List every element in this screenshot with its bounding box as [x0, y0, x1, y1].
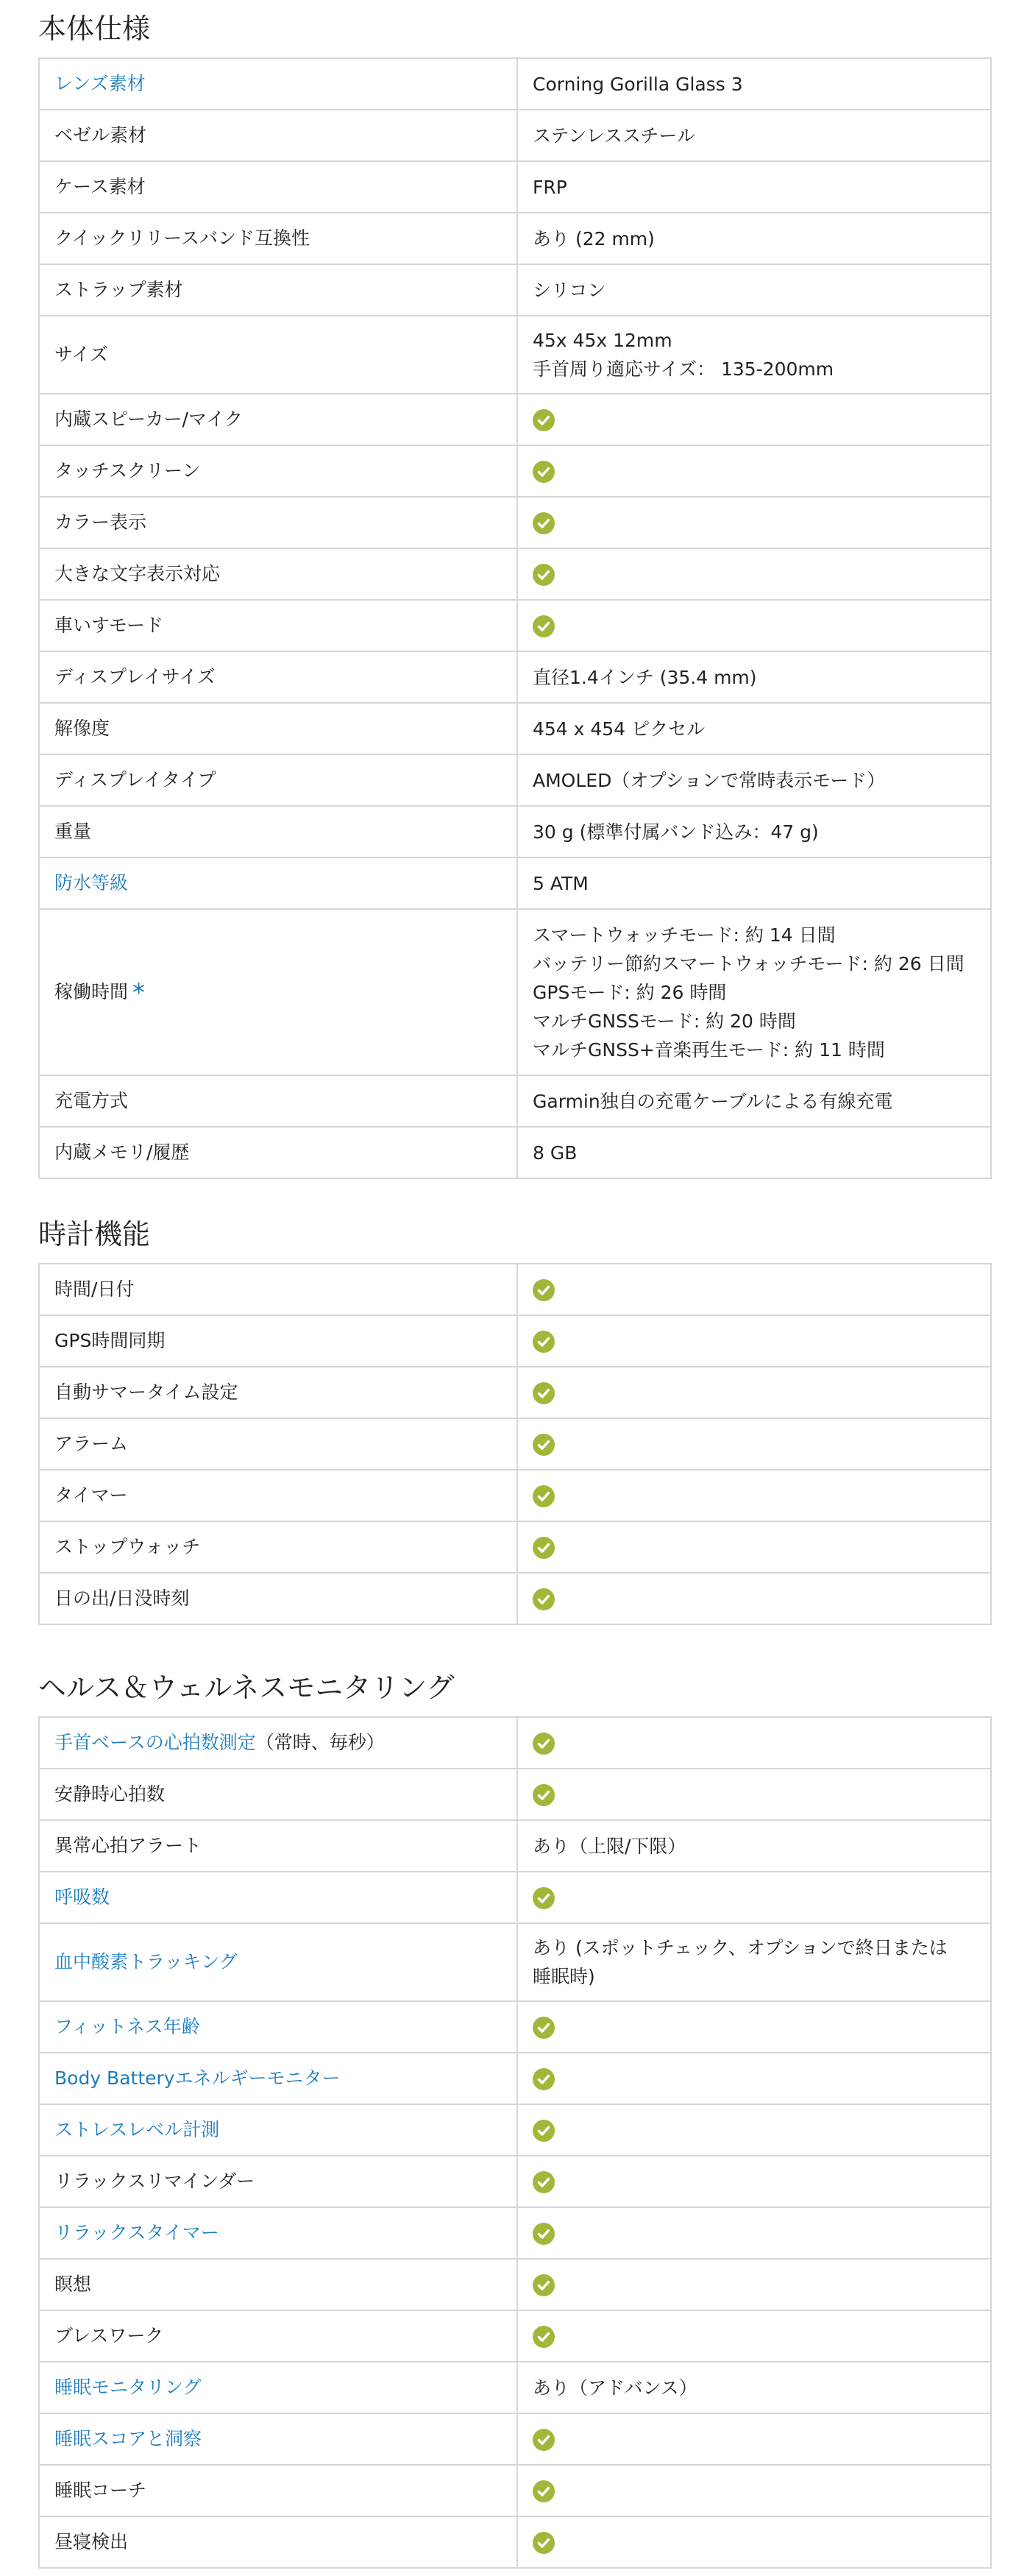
spec-value-cell — [517, 161, 991, 213]
spec-value: マルチGNSSモード: 約 20 時間 — [533, 1010, 796, 1032]
spec-label: 稼働時間 — [54, 980, 129, 1002]
spec-row — [39, 2310, 991, 2362]
spec-label-cell — [39, 445, 517, 497]
spec-value-cell — [517, 2001, 991, 2053]
spec-row — [39, 1573, 991, 1624]
spec-value-cell — [517, 1923, 991, 2001]
spec-value-cell — [517, 2516, 991, 2568]
spec-label-cell — [39, 1769, 517, 1820]
spec-row — [39, 2465, 991, 2516]
checkmark-icon — [533, 1382, 555, 1404]
spec-row — [39, 213, 991, 264]
spec-value-cell — [517, 110, 991, 161]
checkmark-icon — [533, 564, 555, 586]
spec-label: ストップウォッチ — [54, 1536, 201, 1557]
spec-row — [39, 2207, 991, 2259]
spec-value: Garmin独自の充電ケーブルによる有線充電 — [533, 1090, 893, 1112]
spec-value-cell — [517, 58, 991, 110]
spec-label-suffix: （常時、毎秒） — [255, 1732, 385, 1753]
spec-label: 時間/日付 — [54, 1278, 135, 1300]
spec-value: あり (22 mm) — [533, 227, 655, 250]
checkmark-icon — [533, 1733, 555, 1755]
spec-label: 車いすモード — [54, 615, 164, 636]
section-title: ヘルス＆ウェルネスモニタリング — [38, 1671, 455, 1704]
checkmark-icon — [533, 1331, 555, 1353]
spec-value-cell — [517, 316, 991, 394]
spec-value-cell — [517, 651, 991, 703]
spec-row — [39, 600, 991, 651]
spec-label-cell — [39, 1315, 517, 1367]
checkmark-icon — [533, 2068, 555, 2090]
checkmark-icon — [533, 1588, 555, 1610]
checkmark-icon — [533, 2017, 555, 2039]
spec-value-cell — [517, 2207, 991, 2259]
checkmark-icon — [533, 1784, 555, 1806]
spec-value: 8 GB — [533, 1142, 578, 1164]
spec-table — [38, 1263, 992, 1625]
spec-label: リラックスリマインダー — [54, 2170, 255, 2192]
spec-value: 手首周り適応サイズ： 135-200mm — [533, 358, 834, 380]
spec-value-cell — [517, 857, 991, 909]
spec-label: ベゼル素材 — [54, 124, 147, 146]
spec-value-cell — [517, 909, 991, 1075]
footnote-asterisk-link[interactable]: * — [132, 977, 146, 1008]
spec-label-link[interactable]: 睡眠スコアと洞察 — [54, 2428, 202, 2449]
spec-value-cell — [517, 1769, 991, 1820]
checkmark-icon — [533, 1887, 555, 1909]
spec-row — [39, 394, 991, 445]
section-spacer — [38, 1625, 992, 1659]
spec-label-cell — [39, 1717, 517, 1769]
spec-value-cell — [517, 2310, 991, 2362]
spec-label: 充電方式 — [54, 1090, 129, 1111]
checkmark-icon — [533, 1434, 555, 1456]
spec-label: GPS時間同期 — [54, 1330, 166, 1351]
spec-label: 日の出/日没時刻 — [54, 1588, 190, 1609]
spec-value: スマートウォッチモード: 約 14 日間 — [533, 924, 836, 946]
spec-value: ステンレススチール — [533, 124, 695, 146]
spec-label: 安静時心拍数 — [54, 1783, 166, 1805]
spec-value: 454 x 454 ピクセル — [533, 718, 706, 740]
spec-label-cell — [39, 2001, 517, 2053]
spec-row — [39, 58, 991, 110]
spec-row — [39, 1075, 991, 1127]
spec-value-cell — [517, 213, 991, 264]
spec-label-cell — [39, 58, 517, 110]
spec-value: FRP — [533, 176, 567, 198]
spec-value-cell — [517, 600, 991, 651]
spec-label-cell — [39, 497, 517, 548]
spec-value-cell — [517, 2053, 991, 2104]
spec-label: サイズ — [54, 344, 109, 365]
spec-value-cell — [517, 1418, 991, 1470]
spec-label: アラーム — [54, 1433, 129, 1454]
spec-value-cell — [517, 1470, 991, 1521]
spec-value-cell — [517, 1264, 991, 1315]
spec-label-cell — [39, 2156, 517, 2207]
checkmark-icon — [533, 409, 555, 431]
spec-label: 異常心拍アラート — [54, 1835, 202, 1856]
checkmark-icon — [533, 2120, 555, 2142]
spec-label: 内蔵スピーカー/マイク — [54, 408, 243, 430]
spec-label-cell — [39, 548, 517, 600]
spec-row — [39, 161, 991, 213]
spec-label: ケース素材 — [54, 176, 146, 197]
spec-label-link[interactable]: 睡眠モニタリング — [54, 2377, 202, 2398]
spec-value-cell — [517, 806, 991, 857]
spec-label-cell — [39, 1820, 517, 1872]
checkmark-icon — [533, 1537, 555, 1559]
spec-label: 自動サマータイム設定 — [54, 1381, 238, 1403]
spec-label: ディスプレイサイズ — [54, 666, 216, 687]
spec-row — [39, 1769, 991, 1820]
spec-value-cell — [517, 1075, 991, 1127]
spec-label-link[interactable]: ストレスレベル計測 — [54, 2119, 220, 2140]
spec-label-cell — [39, 1923, 517, 2001]
section-spacer — [38, 1179, 992, 1206]
spec-label-link[interactable]: レンズ素材 — [54, 73, 146, 94]
spec-row — [39, 2053, 991, 2104]
spec-row — [39, 445, 991, 497]
spec-value: Corning Gorilla Glass 3 — [533, 73, 743, 95]
spec-row — [39, 2259, 991, 2310]
spec-label-cell — [39, 909, 517, 1075]
spec-value-cell — [517, 1872, 991, 1923]
spec-value: あり（アドバンス） — [533, 2377, 697, 2399]
spec-row — [39, 497, 991, 548]
spec-label: 瞑想 — [54, 2274, 92, 2295]
section-title: 時計機能 — [38, 1218, 151, 1250]
spec-value-cell — [517, 2104, 991, 2156]
spec-value-cell — [517, 548, 991, 600]
spec-row — [39, 1521, 991, 1573]
spec-label: タイマー — [54, 1485, 128, 1506]
checkmark-icon — [533, 2532, 555, 2554]
spec-label-cell — [39, 110, 517, 161]
spec-label-link[interactable]: フィットネス年齢 — [54, 2016, 200, 2037]
spec-label-cell — [39, 1470, 517, 1521]
section-title: 本体仕様 — [38, 13, 151, 45]
spec-value-cell — [517, 1573, 991, 1624]
spec-value-cell — [517, 2465, 991, 2516]
spec-label-link[interactable]: 手首ベースの心拍数測定 — [54, 1732, 256, 1753]
checkmark-icon — [533, 2326, 555, 2348]
spec-value-cell — [517, 1367, 991, 1418]
spec-label-cell — [39, 754, 517, 806]
spec-value: あり（上限/下限） — [533, 1835, 686, 1857]
spec-label-cell — [39, 1127, 517, 1178]
spec-label-cell — [39, 1075, 517, 1127]
spec-value: マルチGNSS+音楽再生モード: 約 11 時間 — [533, 1038, 885, 1061]
spec-label: ストラップ素材 — [54, 279, 183, 300]
spec-value: あり (スポットチェック、オプションで終日または — [533, 1937, 948, 1958]
spec-row — [39, 909, 991, 1075]
spec-value-cell — [517, 2156, 991, 2207]
spec-value-cell — [517, 497, 991, 548]
spec-label-cell — [39, 1521, 517, 1573]
checkmark-icon — [533, 615, 555, 637]
spec-label-cell — [39, 1264, 517, 1315]
spec-label-cell — [39, 2362, 517, 2413]
spec-row — [39, 754, 991, 806]
spec-row — [39, 2104, 991, 2156]
spec-row — [39, 1315, 991, 1367]
spec-label-cell — [39, 316, 517, 394]
spec-label-cell — [39, 394, 517, 445]
spec-label-cell — [39, 1573, 517, 1624]
spec-label: タッチスクリーン — [54, 460, 201, 481]
spec-value-cell — [517, 754, 991, 806]
spec-label-cell — [39, 1418, 517, 1470]
spec-label-cell — [39, 2259, 517, 2310]
spec-value-cell — [517, 1521, 991, 1573]
spec-value-cell — [517, 264, 991, 316]
spec-row — [39, 1264, 991, 1315]
spec-value: 5 ATM — [533, 872, 589, 894]
spec-label-link[interactable]: リラックスタイマー — [54, 2222, 219, 2243]
spec-label-link[interactable]: 防水等級 — [54, 872, 129, 894]
spec-row — [39, 1127, 991, 1178]
spec-label-cell — [39, 2207, 517, 2259]
spec-label-cell — [39, 161, 517, 213]
spec-label-cell — [39, 2053, 517, 2104]
checkmark-icon — [533, 2429, 555, 2451]
spec-label-cell — [39, 703, 517, 754]
spec-value-cell — [517, 445, 991, 497]
spec-label: 解像度 — [54, 718, 110, 739]
checkmark-icon — [533, 2480, 555, 2502]
spec-value: GPSモード: 約 26 時間 — [533, 981, 727, 1003]
spec-value: AMOLED（オプションで常時表示モード） — [533, 769, 886, 791]
spec-label-cell — [39, 213, 517, 264]
spec-value-cell — [517, 394, 991, 445]
spec-value-cell — [517, 2413, 991, 2465]
spec-row — [39, 703, 991, 754]
spec-label: 重量 — [54, 821, 92, 842]
spec-label: ブレスワーク — [54, 2325, 164, 2346]
spec-row — [39, 1820, 991, 1872]
spec-table — [38, 1716, 992, 2569]
spec-label-cell — [39, 806, 517, 857]
spec-row — [39, 2413, 991, 2465]
spec-row — [39, 1872, 991, 1923]
spec-value-cell — [517, 1127, 991, 1178]
spec-row — [39, 2001, 991, 2053]
spec-label-link[interactable]: Body Batteryエネルギーモニター — [54, 2067, 341, 2089]
spec-row — [39, 2516, 991, 2568]
checkmark-icon — [533, 2171, 555, 2193]
spec-row — [39, 264, 991, 316]
spec-label-cell — [39, 2516, 517, 2568]
spec-row — [39, 1717, 991, 1769]
spec-label-cell — [39, 600, 517, 651]
spec-row — [39, 1367, 991, 1418]
spec-value: 睡眠時) — [533, 1966, 595, 1987]
checkmark-icon — [533, 2274, 555, 2296]
spec-row — [39, 1923, 991, 2001]
spec-label: 大きな文字表示対応 — [54, 563, 221, 584]
spec-row — [39, 2156, 991, 2207]
spec-row — [39, 110, 991, 161]
checkmark-icon — [533, 461, 555, 483]
spec-row — [39, 1418, 991, 1470]
checkmark-icon — [533, 2223, 555, 2245]
spec-label-link[interactable]: 血中酸素トラッキング — [54, 1951, 238, 1972]
spec-label-cell — [39, 651, 517, 703]
spec-value-cell — [517, 1315, 991, 1367]
spec-label: ディスプレイタイプ — [54, 769, 216, 790]
spec-value: バッテリー節約スマートウォッチモード: 約 26 日間 — [533, 952, 965, 974]
spec-label-cell — [39, 2413, 517, 2465]
spec-row — [39, 857, 991, 909]
spec-label-link[interactable]: 呼吸数 — [54, 1886, 110, 1908]
spec-value-cell — [517, 2362, 991, 2413]
spec-table — [38, 57, 992, 1179]
spec-row — [39, 651, 991, 703]
spec-label: クイックリリースバンド互換性 — [54, 227, 310, 249]
spec-row — [39, 806, 991, 857]
spec-value: 直径1.4インチ (35.4 mm) — [533, 666, 757, 688]
spec-value-cell — [517, 2259, 991, 2310]
spec-row — [39, 548, 991, 600]
spec-label-cell — [39, 1367, 517, 1418]
spec-value: 30 g (標準付属バンド込み：47 g) — [533, 821, 819, 843]
spec-value-cell — [517, 1820, 991, 1872]
spec-label-cell — [39, 1872, 517, 1923]
spec-label-cell — [39, 2465, 517, 2516]
spec-value: シリコン — [533, 279, 606, 301]
spec-value-cell — [517, 1717, 991, 1769]
spec-label: 内蔵メモリ/履歴 — [54, 1142, 190, 1163]
checkmark-icon — [533, 512, 555, 534]
spec-label-cell — [39, 2310, 517, 2362]
spec-label-cell — [39, 857, 517, 909]
spec-label-cell — [39, 264, 517, 316]
checkmark-icon — [533, 1279, 555, 1301]
spec-row — [39, 316, 991, 394]
spec-row — [39, 2362, 991, 2413]
checkmark-icon — [533, 1485, 555, 1507]
spec-label: 昼寝検出 — [54, 2531, 129, 2552]
spec-value: 45x 45x 12mm — [533, 330, 672, 351]
spec-label-cell — [39, 2104, 517, 2156]
spec-row — [39, 1470, 991, 1521]
spec-value-cell — [517, 703, 991, 754]
spec-label: 睡眠コーチ — [54, 2480, 147, 2501]
spec-label: カラー表示 — [54, 512, 147, 533]
